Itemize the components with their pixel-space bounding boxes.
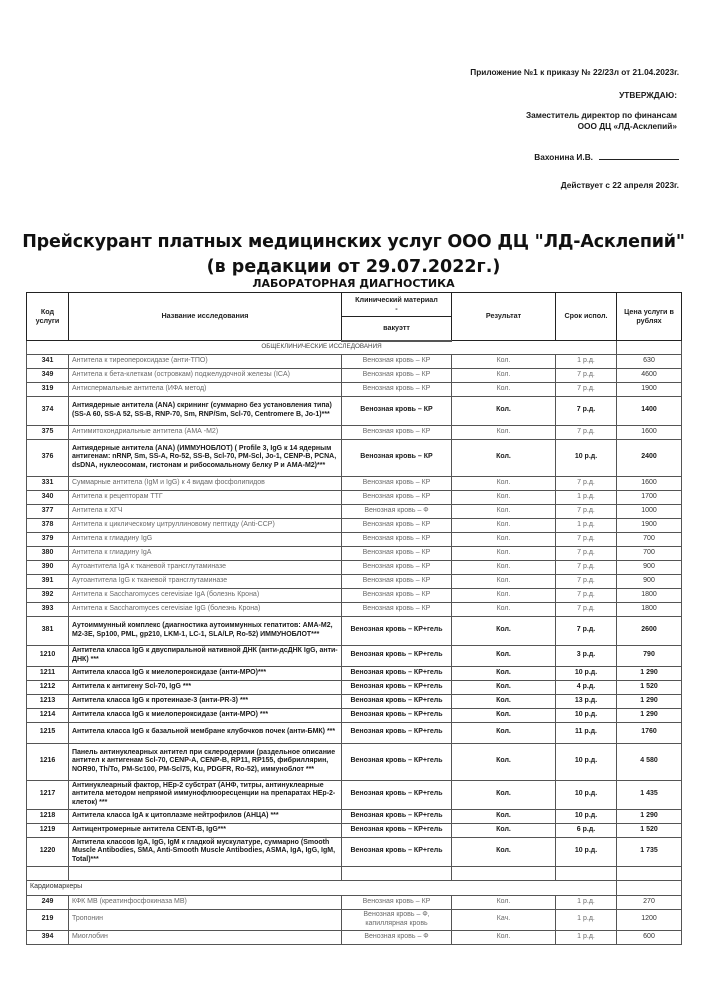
table-row bbox=[27, 780, 682, 809]
price: 1000 bbox=[617, 504, 682, 518]
table-row bbox=[27, 708, 682, 722]
result-type: Кол. bbox=[452, 439, 556, 476]
service-name: Миоглобин bbox=[69, 930, 342, 944]
service-name: Аутоиммунный комплекс (диагностика аутоиммунных гепатитов: AMA-M2, M2-3E, Sp100, PML, gp210, LKM-1, LC-1, SLA/LP, Ro-52) ИММУНОБЛОТ*** bbox=[69, 616, 342, 645]
turnaround-term: 7 р.д. bbox=[556, 476, 617, 490]
price: 4 580 bbox=[617, 743, 682, 780]
table-row bbox=[27, 354, 682, 368]
table-row bbox=[27, 439, 682, 476]
service-name: Антитела к антигену Scl-70, IgG *** bbox=[69, 680, 342, 694]
service-code: 340 bbox=[27, 490, 69, 504]
price: 4600 bbox=[617, 368, 682, 382]
service-name: Антитела к циклическому цитруллиновому пептиду (Anti-CCP) bbox=[69, 518, 342, 532]
material: Венозная кровь – КР bbox=[342, 532, 452, 546]
material: Венозная кровь – Ф bbox=[342, 930, 452, 944]
result-type: Кол. bbox=[452, 680, 556, 694]
result-type: Кол. bbox=[452, 518, 556, 532]
table-row bbox=[27, 616, 682, 645]
price: 700 bbox=[617, 532, 682, 546]
table-row bbox=[27, 837, 682, 866]
turnaround-term: 1 р.д. bbox=[556, 354, 617, 368]
service-code: 1214 bbox=[27, 708, 69, 722]
table-row bbox=[27, 743, 682, 780]
turnaround-term: 7 р.д. bbox=[556, 560, 617, 574]
result-type: Кол. bbox=[452, 574, 556, 588]
turnaround-term: 3 р.д. bbox=[556, 645, 617, 666]
turnaround-term: 7 р.д. bbox=[556, 382, 617, 396]
price: 1200 bbox=[617, 909, 682, 930]
service-name: Антитела к ХГЧ bbox=[69, 504, 342, 518]
service-name: Тропонин bbox=[69, 909, 342, 930]
result-type: Кол. bbox=[452, 694, 556, 708]
turnaround-term: 7 р.д. bbox=[556, 546, 617, 560]
material: Венозная кровь – Ф bbox=[342, 504, 452, 518]
price: 1 520 bbox=[617, 680, 682, 694]
price: 1 435 bbox=[617, 780, 682, 809]
price: 630 bbox=[617, 354, 682, 368]
service-code: 394 bbox=[27, 930, 69, 944]
turnaround-term: 1 р.д. bbox=[556, 518, 617, 532]
price: 270 bbox=[617, 895, 682, 909]
price: 1 735 bbox=[617, 837, 682, 866]
material: Венозная кровь – КР bbox=[342, 574, 452, 588]
price: 700 bbox=[617, 546, 682, 560]
turnaround-term: 7 р.д. bbox=[556, 574, 617, 588]
price: 1900 bbox=[617, 518, 682, 532]
material: Венозная кровь – КР bbox=[342, 396, 452, 425]
result-type: Кол. bbox=[452, 532, 556, 546]
material: Венозная кровь – КР bbox=[342, 490, 452, 504]
price: 2400 bbox=[617, 439, 682, 476]
empty-cell bbox=[69, 866, 342, 880]
result-type: Кол. bbox=[452, 354, 556, 368]
turnaround-term: 1 р.д. bbox=[556, 909, 617, 930]
turnaround-term: 10 р.д. bbox=[556, 809, 617, 823]
service-name: Антимитохондриальные антитела (АМА -М2) bbox=[69, 425, 342, 439]
result-type: Кол. bbox=[452, 490, 556, 504]
service-code: 1218 bbox=[27, 809, 69, 823]
service-code: 390 bbox=[27, 560, 69, 574]
table-row bbox=[27, 930, 682, 944]
service-name: Антицентромерные антитела CENT-B, IgG*** bbox=[69, 823, 342, 837]
table-row bbox=[27, 823, 682, 837]
table-row bbox=[27, 396, 682, 425]
material: Венозная кровь – КР bbox=[342, 368, 452, 382]
result-type: Кол. bbox=[452, 425, 556, 439]
table-row bbox=[27, 909, 682, 930]
price: 1 290 bbox=[617, 694, 682, 708]
turnaround-term: 13 р.д. bbox=[556, 694, 617, 708]
material: Венозная кровь – КР+гель bbox=[342, 837, 452, 866]
turnaround-term: 10 р.д. bbox=[556, 837, 617, 866]
deputy-title: Заместитель директор по финансам bbox=[525, 110, 677, 120]
material: Венозная кровь – Ф, капиллярная кровь bbox=[342, 909, 452, 930]
turnaround-term: 6 р.д. bbox=[556, 823, 617, 837]
material: Венозная кровь – КР bbox=[342, 476, 452, 490]
price: 1 520 bbox=[617, 823, 682, 837]
service-code: 376 bbox=[27, 439, 69, 476]
turnaround-term: 7 р.д. bbox=[556, 588, 617, 602]
service-code: 374 bbox=[27, 396, 69, 425]
empty-cell bbox=[452, 866, 556, 880]
table-row bbox=[27, 504, 682, 518]
service-name: Антитела к рецепторам ТТГ bbox=[69, 490, 342, 504]
service-code: 319 bbox=[27, 382, 69, 396]
signature-blank bbox=[599, 151, 679, 160]
service-code: 391 bbox=[27, 574, 69, 588]
service-code: 393 bbox=[27, 602, 69, 616]
service-name: Антитела класса IgG к базальной мембране клубочков почек (анти-БМК) *** bbox=[69, 722, 342, 743]
service-code: 331 bbox=[27, 476, 69, 490]
result-type: Кач. bbox=[452, 909, 556, 930]
material: Венозная кровь – КР bbox=[342, 895, 452, 909]
header-material-sub: вакуэтт bbox=[342, 317, 452, 341]
turnaround-term: 11 р.д. bbox=[556, 722, 617, 743]
service-code: 349 bbox=[27, 368, 69, 382]
table-row bbox=[27, 645, 682, 666]
signatory-name: Вахонина И.В. bbox=[534, 152, 593, 162]
organization-name: ООО ДЦ «ЛД-Асклепий» bbox=[577, 121, 677, 131]
result-type: Кол. bbox=[452, 895, 556, 909]
empty-cell bbox=[617, 866, 682, 880]
result-type: Кол. bbox=[452, 823, 556, 837]
material: Венозная кровь – КР bbox=[342, 354, 452, 368]
result-type: Кол. bbox=[452, 743, 556, 780]
material: Венозная кровь – КР+гель bbox=[342, 743, 452, 780]
service-name: Антитела класса IgA к цитоплазме нейтрофилов (АНЦА) *** bbox=[69, 809, 342, 823]
service-code: 392 bbox=[27, 588, 69, 602]
table-row bbox=[27, 895, 682, 909]
turnaround-term: 10 р.д. bbox=[556, 780, 617, 809]
table-row bbox=[27, 602, 682, 616]
service-code: 377 bbox=[27, 504, 69, 518]
service-code: 341 bbox=[27, 354, 69, 368]
table-row bbox=[27, 518, 682, 532]
empty-row bbox=[27, 866, 682, 880]
material: Венозная кровь – КР bbox=[342, 382, 452, 396]
header-code: Код услуги bbox=[27, 293, 69, 341]
section-label: Кардиомаркеры bbox=[27, 880, 617, 895]
edition-date: (в редакции от 29.07.2022г.) bbox=[206, 257, 501, 277]
result-type: Кол. bbox=[452, 645, 556, 666]
result-type: Кол. bbox=[452, 396, 556, 425]
result-type: Кол. bbox=[452, 560, 556, 574]
result-type: Кол. bbox=[452, 546, 556, 560]
section-title: ЛАБОРАТОРНАЯ ДИАГНОСТИКА bbox=[252, 277, 455, 290]
turnaround-term: 10 р.д. bbox=[556, 708, 617, 722]
table-row bbox=[27, 574, 682, 588]
empty-cell bbox=[27, 866, 69, 880]
service-name: Антитела к Saccharomyces cerevisiae IgG (болезнь Крона) bbox=[69, 602, 342, 616]
result-type: Кол. bbox=[452, 588, 556, 602]
service-code: 1220 bbox=[27, 837, 69, 866]
price: 600 bbox=[617, 930, 682, 944]
material: Венозная кровь – КР+гель bbox=[342, 666, 452, 680]
turnaround-term: 7 р.д. bbox=[556, 616, 617, 645]
price: 1700 bbox=[617, 490, 682, 504]
price-table bbox=[26, 292, 682, 945]
result-type: Кол. bbox=[452, 708, 556, 722]
price: 2600 bbox=[617, 616, 682, 645]
table-row bbox=[27, 588, 682, 602]
material: Венозная кровь – КР+гель bbox=[342, 722, 452, 743]
service-code: 379 bbox=[27, 532, 69, 546]
table-row bbox=[27, 425, 682, 439]
service-code: 249 bbox=[27, 895, 69, 909]
service-code: 1212 bbox=[27, 680, 69, 694]
table-row bbox=[27, 476, 682, 490]
turnaround-term: 1 р.д. bbox=[556, 490, 617, 504]
turnaround-term: 7 р.д. bbox=[556, 602, 617, 616]
table-row bbox=[27, 680, 682, 694]
result-type: Кол. bbox=[452, 930, 556, 944]
header-material-label: Клинический материал bbox=[355, 295, 438, 305]
service-name: Антитела класса IgG к миелопероксидазе (анти-МРО) *** bbox=[69, 708, 342, 722]
turnaround-term: 1 р.д. bbox=[556, 930, 617, 944]
service-name: Антитела класса IgG к двуспиральной нативной ДНК (анти-дсДНК IgG, анти-ДНК) *** bbox=[69, 645, 342, 666]
header-material-dash: - bbox=[395, 303, 398, 313]
material: Венозная кровь – КР bbox=[342, 588, 452, 602]
result-type: Кол. bbox=[452, 780, 556, 809]
result-type: Кол. bbox=[452, 382, 556, 396]
result-type: Кол. bbox=[452, 616, 556, 645]
turnaround-term: 10 р.д. bbox=[556, 439, 617, 476]
service-code: 1217 bbox=[27, 780, 69, 809]
table-row bbox=[27, 546, 682, 560]
turnaround-term: 7 р.д. bbox=[556, 396, 617, 425]
price: 1800 bbox=[617, 602, 682, 616]
material: Венозная кровь – КР+гель bbox=[342, 645, 452, 666]
service-code: 1216 bbox=[27, 743, 69, 780]
material: Венозная кровь – КР bbox=[342, 439, 452, 476]
material: Венозная кровь – КР+гель bbox=[342, 708, 452, 722]
table-row bbox=[27, 382, 682, 396]
turnaround-term: 1 р.д. bbox=[556, 895, 617, 909]
service-name: Антиспермальные антитела (ИФА метод) bbox=[69, 382, 342, 396]
document-title: Прейскурант платных медицинских услуг ООО ДЦ "ЛД-Асклепий" bbox=[22, 232, 685, 252]
service-name: Антитела к глиадину IgA bbox=[69, 546, 342, 560]
material: Венозная кровь – КР+гель bbox=[342, 680, 452, 694]
result-type: Кол. bbox=[452, 666, 556, 680]
material: Венозная кровь – КР bbox=[342, 425, 452, 439]
material: Венозная кровь – КР+гель bbox=[342, 809, 452, 823]
valid-from: Действует с 22 апреля 2023г. bbox=[560, 180, 679, 190]
section-row bbox=[27, 880, 682, 895]
header-price: Цена услуги в рублях bbox=[617, 293, 682, 341]
turnaround-term: 7 р.д. bbox=[556, 368, 617, 382]
service-code: 219 bbox=[27, 909, 69, 930]
service-name: Антитела классов IgA, IgG, IgM к гладкой мускулатуре, суммарно (Smooth Muscle Antibodies, SMA, Anti-Smooth Muscle Antibodies, ASMA, IgA, IgG, IgM, Total)*** bbox=[69, 837, 342, 866]
service-code: 1213 bbox=[27, 694, 69, 708]
turnaround-term: 10 р.д. bbox=[556, 666, 617, 680]
price: 1 290 bbox=[617, 666, 682, 680]
empty-cell bbox=[556, 866, 617, 880]
table-row bbox=[27, 490, 682, 504]
result-type: Кол. bbox=[452, 722, 556, 743]
header-result: Результат bbox=[452, 293, 556, 341]
service-name: КФК МВ (креатинфосфокиназа МВ) bbox=[69, 895, 342, 909]
material: Венозная кровь – КР+гель bbox=[342, 694, 452, 708]
service-code: 381 bbox=[27, 616, 69, 645]
material: Венозная кровь – КР bbox=[342, 518, 452, 532]
empty-cell bbox=[342, 866, 452, 880]
service-code: 1210 bbox=[27, 645, 69, 666]
result-type: Кол. bbox=[452, 837, 556, 866]
price: 900 bbox=[617, 574, 682, 588]
appendix-reference: Приложение №1 к приказу № 22/23л от 21.04.2023г. bbox=[470, 67, 679, 77]
price: 900 bbox=[617, 560, 682, 574]
service-name: Антиядерные антитела (ANA) скрининг (суммарно без установления типа) (SS-A 60, SS-A 52, SS-B, RNP-70, Sm, RNP/Sm, Scl-70, Centromere B, Jo-1)*** bbox=[69, 396, 342, 425]
table-row bbox=[27, 809, 682, 823]
service-name: Антитела к глиадину IgG bbox=[69, 532, 342, 546]
table-row bbox=[27, 560, 682, 574]
table-row bbox=[27, 666, 682, 680]
table-row bbox=[27, 368, 682, 382]
service-name: Антитела класса IgG к протеиназе-3 (анти-PR-3) *** bbox=[69, 694, 342, 708]
material: Венозная кровь – КР+гель bbox=[342, 616, 452, 645]
price: 1900 bbox=[617, 382, 682, 396]
service-name: Аутоантитела IgG к тканевой трансглутаминазе bbox=[69, 574, 342, 588]
turnaround-term: 7 р.д. bbox=[556, 425, 617, 439]
section-label: ОБЩЕКЛИНИЧЕСКИЕ ИССЛЕДОВАНИЯ bbox=[27, 341, 617, 355]
result-type: Кол. bbox=[452, 476, 556, 490]
service-name: Суммарные антитела (IgM и IgG) к 4 видам фосфолипидов bbox=[69, 476, 342, 490]
header-term: Срок испол. bbox=[556, 293, 617, 341]
service-code: 1219 bbox=[27, 823, 69, 837]
result-type: Кол. bbox=[452, 504, 556, 518]
header-material bbox=[342, 293, 452, 317]
price: 1 290 bbox=[617, 809, 682, 823]
material: Венозная кровь – КР+гель bbox=[342, 780, 452, 809]
price: 1760 bbox=[617, 722, 682, 743]
service-name: Антитела к бета-клеткам (островкам) поджелудочной железы (ICA) bbox=[69, 368, 342, 382]
turnaround-term: 4 р.д. bbox=[556, 680, 617, 694]
table-row bbox=[27, 722, 682, 743]
section-price-cell bbox=[617, 880, 682, 895]
section-price-cell bbox=[617, 341, 682, 355]
price: 1 290 bbox=[617, 708, 682, 722]
result-type: Кол. bbox=[452, 368, 556, 382]
header-name: Название исследования bbox=[69, 293, 342, 341]
service-name: Панель антинуклеарных антител при склеродермии (раздельное описание антител к антигенам Scl-70, CENP-A, CENP-B, RP11, RP155, фибриллярин, NOR90, Th/To, PM-Sc100, PM-Scl75, Ku, PDGFR, Ro-52), иммуноблот *** bbox=[69, 743, 342, 780]
service-code: 1211 bbox=[27, 666, 69, 680]
service-name: Аутоантитела IgA к тканевой трансглутаминазе bbox=[69, 560, 342, 574]
turnaround-term: 7 р.д. bbox=[556, 532, 617, 546]
price: 1600 bbox=[617, 425, 682, 439]
material: Венозная кровь – КР bbox=[342, 546, 452, 560]
service-code: 375 bbox=[27, 425, 69, 439]
material: Венозная кровь – КР bbox=[342, 602, 452, 616]
turnaround-term: 10 р.д. bbox=[556, 743, 617, 780]
turnaround-term: 7 р.д. bbox=[556, 504, 617, 518]
service-code: 380 bbox=[27, 546, 69, 560]
service-name: Антитела к Saccharomyces cerevisiae IgA (болезнь Крона) bbox=[69, 588, 342, 602]
price: 1400 bbox=[617, 396, 682, 425]
service-name: Антиядерные антитела (ANA) (ИММУНОБЛОТ) ( Profile 3, IgG к 14 ядерным антигенам: nRNP, Sm, SS-A, Ro-52, SS-B, Scl-70, PM-Scl, Jo-1, CENP-B, PCNA, dsDNA, нуклеосомам, гистонам и рибосомальному белку P и AMA-M2)*** bbox=[69, 439, 342, 476]
signature-line bbox=[534, 151, 679, 162]
result-type: Кол. bbox=[452, 809, 556, 823]
service-name: Антитела к тиреопероксидазе (анти-ТПО) bbox=[69, 354, 342, 368]
price: 1800 bbox=[617, 588, 682, 602]
table-row bbox=[27, 532, 682, 546]
approve-label: УТВЕРЖДАЮ: bbox=[619, 90, 677, 100]
section-row bbox=[27, 341, 682, 355]
result-type: Кол. bbox=[452, 602, 556, 616]
price: 790 bbox=[617, 645, 682, 666]
price: 1600 bbox=[617, 476, 682, 490]
service-code: 378 bbox=[27, 518, 69, 532]
service-code: 1215 bbox=[27, 722, 69, 743]
table-row bbox=[27, 694, 682, 708]
material: Венозная кровь – КР bbox=[342, 560, 452, 574]
material: Венозная кровь – КР+гель bbox=[342, 823, 452, 837]
service-name: Антинуклеарный фактор, HEp-2 субстрат (АНФ, титры, антинуклеарные антитела методом непрямой иммунофлюоресценции на препаратах HEp-2-клеток) *** bbox=[69, 780, 342, 809]
service-name: Антитела класса IgG к миелопероксидазе (анти-МРО)*** bbox=[69, 666, 342, 680]
